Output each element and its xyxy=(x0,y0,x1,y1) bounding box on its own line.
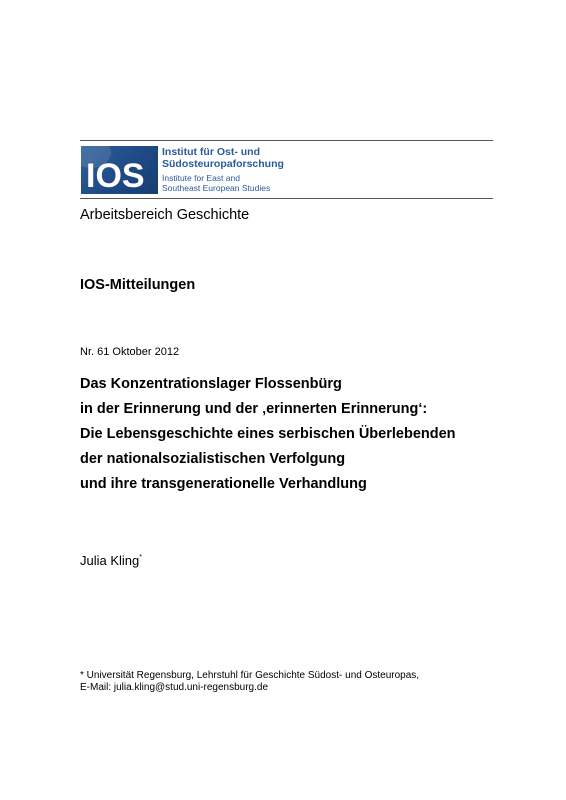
logo-name-de-line2: Südosteuropaforschung xyxy=(162,158,284,170)
title-line-1: Das Konzentrationslager Flossenbürg xyxy=(80,376,342,392)
title-line-5: und ihre transgenerationelle Verhandlung xyxy=(80,476,367,492)
author-footnote-mark: * xyxy=(139,554,142,561)
logo-wordmark xyxy=(162,146,302,193)
logo-name-en-line1: Institute for East and xyxy=(162,173,240,183)
logo-mark-text: IOS xyxy=(86,157,145,194)
department-label: Arbeitsbereich Geschichte xyxy=(80,207,250,223)
title-line-4: der nationalsozialistischen Verfolgung xyxy=(80,451,346,467)
footnote-affiliation: * Universität Regensburg, Lehrstuhl für Geschichte Südost- und Osteuropas, xyxy=(80,670,420,681)
series-title: IOS-Mitteilungen xyxy=(80,277,196,293)
logo-name-en-line2: Southeast European Studies xyxy=(162,183,271,193)
institute-logo xyxy=(81,146,291,194)
footnote-email: E-Mail: julia.kling@stud.uni-regensburg.de xyxy=(80,682,269,693)
header-rule-top xyxy=(80,140,493,141)
author-name: Julia Kling xyxy=(80,553,140,568)
author xyxy=(80,553,142,569)
issue-number: Nr. 61 Oktober 2012 xyxy=(80,346,180,358)
header-rule-bottom xyxy=(80,198,493,199)
document-title xyxy=(80,375,456,493)
footnote xyxy=(80,670,419,694)
title-line-2: in der Erinnerung und der ‚erinnerten Erinnerung‘: xyxy=(80,401,428,417)
title-line-3: Die Lebensgeschichte eines serbischen Überlebenden xyxy=(80,426,456,442)
logo-mark xyxy=(81,146,158,194)
logo-name-de-line1: Institut für Ost- und xyxy=(162,146,260,158)
